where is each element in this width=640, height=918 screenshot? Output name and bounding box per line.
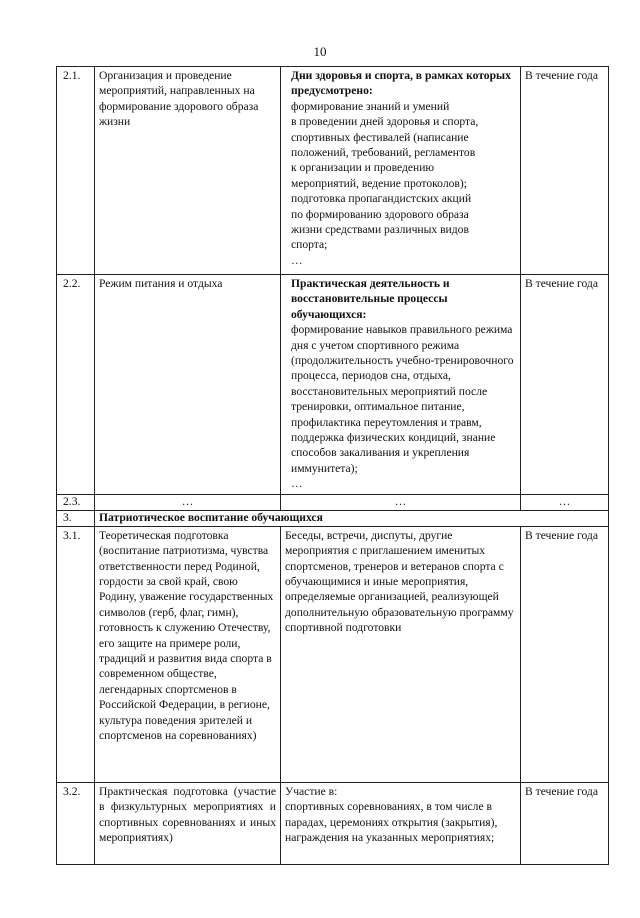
content-text: спортивных соревнованиях, в том числе в парадах, церемониях открытия (закрытия), награждения на указанных мероприятиях; [285,800,498,844]
content-line: спортивных фестивалей (написание [291,130,469,144]
section-row [57,510,609,526]
row-number: 2.3. [57,494,95,510]
activity-content: … [281,494,521,510]
section-title: Патриотическое воспитание обучающихся [95,510,609,526]
activity-content [281,67,521,275]
activity-name: Теоретическая подготовка (воспитание патриотизма, чувства ответственности перед Родиной, гордости за свой край, свою Родину, уважение государственных символов (герб, флаг, гимн), готовность к служению Отечеству, его защите на примере роли, традиций и развития вида спорта в современном обществе, легендарных спортсменов в Российской Федерации, в регионе, культура поведения зрителей и спортсменов на соревнованиях) [95,526,281,782]
events-plan-table [56,66,609,865]
content-heading: Практическая деятельность и восстановительные процессы обучающихся: [291,277,450,321]
time-frame: В течение года [521,67,609,275]
row-number: 2.2. [57,275,95,495]
content-heading: Участие в: [285,784,338,798]
table-row [57,275,609,495]
content-line: спорта; [291,238,328,252]
activity-content [281,275,521,495]
activity-content: Беседы, встречи, диспуты, другие мероприятия с приглашением именитых спортсменов, тренеров и ветеранов спорта с обучающимися и иные мероприятия, определяемые организацией, реализующей дополнительную образовательную программу спортивной подготовки [281,526,521,782]
content-text: формирование навыков правильного режима дня с учетом спортивного режима (продолжительность учебно-тренировочного процесса, периодов сна, отдыха, восстановительных мероприятий после тренировки, оптимальное питание, профилактика переутомления и травм, поддержка физических кондиций, знание способов закаливания и укрепления иммунитета); [291,323,514,475]
content-line: формирование знаний и умений [291,99,450,113]
activity-content [281,782,521,864]
time-frame: В течение года [521,526,609,782]
content-heading: Дни здоровья и спорта, в рамках которых предусмотрено: [291,69,511,98]
content-line: положений, требований, регламентов [291,146,476,160]
time-frame: … [521,494,609,510]
content-line: по формированию здорового образа [291,207,469,221]
activity-name: Организация и проведение мероприятий, направленных на формирование здорового образа жизни [95,67,281,275]
row-number: 2.1. [57,67,95,275]
time-frame: В течение года [521,782,609,864]
content-line: мероприятий, ведение протоколов); [291,176,467,190]
content-line: в проведении дней здоровья и спорта, [291,115,479,129]
content-line: подготовка пропагандистских акций [291,192,472,206]
content-ellipsis: … [291,477,303,491]
activity-name: … [95,494,281,510]
time-frame: В течение года [521,275,609,495]
section-number: 3. [57,510,95,526]
table-row [57,494,609,510]
table-row [57,67,609,275]
content-line: жизни средствами различных видов [291,223,469,237]
row-number: 3.2. [57,782,95,864]
activity-name: Режим питания и отдыха [95,275,281,495]
activity-name: Практическая подготовка (участие в физкультурных мероприятиях и спортивных соревнованиях и иных мероприятиях) [95,782,281,864]
table-row [57,782,609,864]
page-number: 10 [313,44,327,59]
content-ellipsis: … [291,253,303,267]
content-line: к организации и проведению [291,161,435,175]
row-number: 3.1. [57,526,95,782]
table-row [57,526,609,782]
